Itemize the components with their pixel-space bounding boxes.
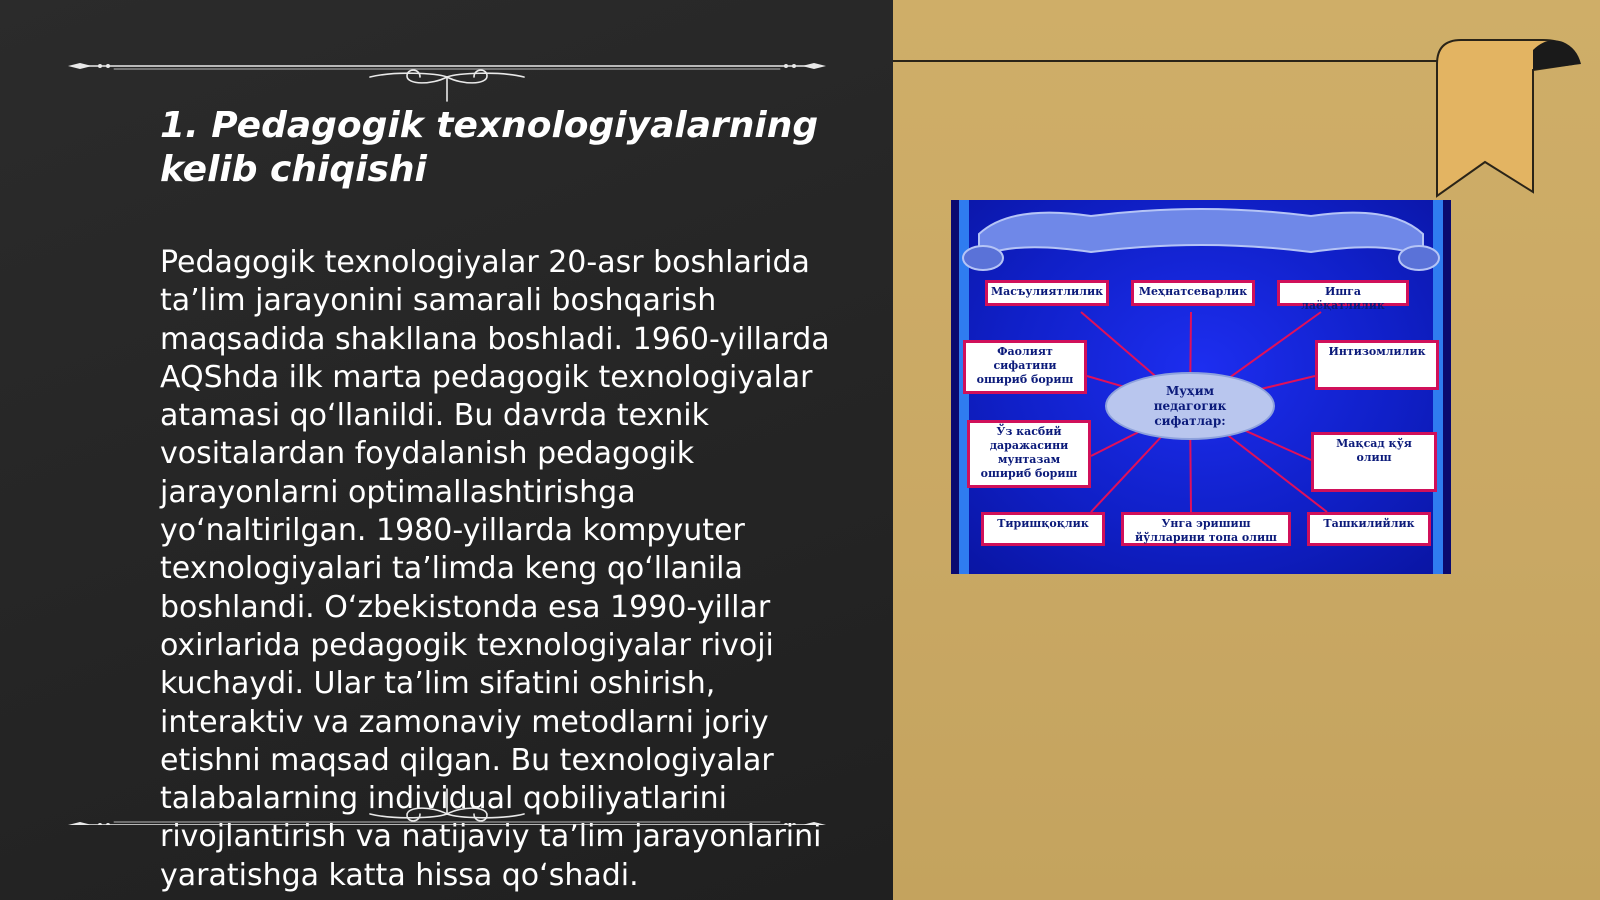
scheme-box-1: Масъулиятлилик bbox=[985, 280, 1109, 306]
top-flourish-divider bbox=[64, 55, 830, 105]
scheme-box-8: Тиришқоқлик bbox=[981, 512, 1105, 546]
scheme-box-10: Ташкилийлик bbox=[1307, 512, 1431, 546]
scheme-box-9: Унга эришиш йўлларини топа олиш bbox=[1121, 512, 1291, 546]
pedagogical-qualities-scheme bbox=[951, 200, 1451, 574]
scheme-box-3: Ишга лаёқатлилик bbox=[1277, 280, 1409, 306]
scheme-box-5: Интизомлилик bbox=[1315, 340, 1439, 390]
scheme-box-4: Фаолият сифатини ошириб бориш bbox=[963, 340, 1087, 394]
horizontal-rule bbox=[893, 60, 1437, 62]
scheme-box-6: Ўз касбий даражасини мунтазам ошириб бориш bbox=[967, 420, 1091, 488]
scheme-center-node: Муҳим педагогик сифатлар: bbox=[1105, 372, 1275, 440]
slide-body-text: Pedagogik texnologiyalar 20-asr boshlarida ta’lim jarayonini samarali boshqarish maqsadida shakllana boshladi. 1960-yillarda AQShda ilk marta pedagogik texnologiyalar atamasi qo‘llanildi. Bu davrda texnik vositalardan foydalanish pedagogik jarayonlarni optimallashtirishga yo‘naltirilgan. 1980-yillarda kompyuter texnologiyalari ta’limda keng qo‘llanila boshlandi. O‘zbekistonda esa 1990-yillar oxirlarida pedagogik texnologiyalar rivoji kuchaydi. Ular ta’lim sifatini oshirish, interaktiv va zamonaviy metodlarni joriy etishni maqsad qilgan. Bu texnologiyalar talabalarning individual qobiliyatlarini rivojlantirish va natijaviy ta’lim jarayonlarini yaratishga katta hissa qo‘shadi. bbox=[160, 245, 830, 893]
scheme-box-2: Меҳнатсеварлик bbox=[1131, 280, 1255, 306]
slide-title: 1. Pedagogik texnologiyalarning kelib chiqishi bbox=[160, 105, 819, 190]
scheme-box-7: Мақсад қўя олиш bbox=[1311, 432, 1437, 492]
bookmark-ribbon-icon bbox=[1431, 36, 1581, 200]
bottom-flourish-divider bbox=[64, 775, 830, 825]
